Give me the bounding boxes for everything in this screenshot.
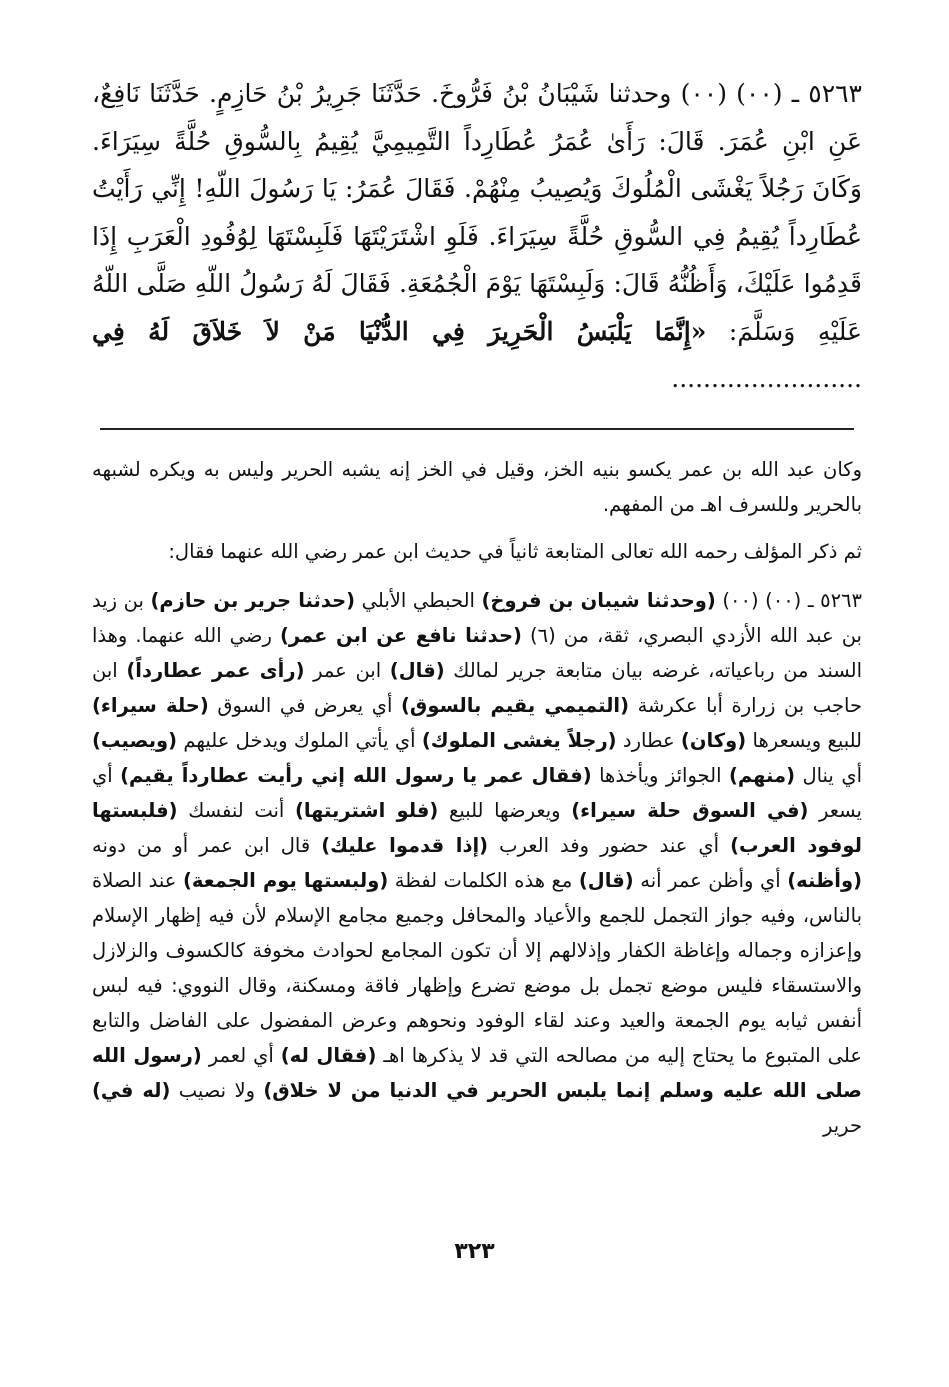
quoted-matn: (قال) — [578, 868, 634, 892]
commentary-text: أنت لنفسك — [177, 798, 295, 822]
commentary-text: ابن حاجب بن زرارة أبا عكرشة — [92, 658, 862, 717]
quoted-matn: (إذا قدموا عليك) — [321, 833, 489, 857]
commentary-paragraph-2: ثم ذكر المؤلف رحمه الله تعالى المتابعة ثانياً في حديث ابن عمر رضي الله عنهما فقال: — [168, 539, 862, 563]
commentary-text: أي عند حضور وفد العرب — [488, 833, 731, 857]
quoted-matn: (حدثنا جرير بن حازم) — [150, 588, 356, 612]
commentary-text: ابن عمر — [304, 658, 390, 682]
commentary-text: رضي الله عنهما. وهذا السند من رباعياته، غرضه بيان متابعة جرير لمالك — [92, 623, 863, 682]
quoted-matn: (ولبستها يوم الجمعة) — [182, 868, 389, 892]
commentary-text: أي يسعر — [92, 763, 862, 822]
hadith-prophet-saying: «إِنَّمَا يَلْبَسُ الْحَرِيرَ فِي الدُّنْيَا مَنْ لاَ خَلاَقَ لَهُ فِي — [92, 316, 707, 346]
commentary-text: أي لعمر — [201, 1043, 281, 1067]
quoted-matn: (منهم) — [728, 763, 795, 787]
commentary-text: عند الصلاة بالناس، وفيه جواز التجمل للجمع والأعياد والمحافل وجميع مجامع الإسلام لأن فيه إظهار الإسلام وإعزازه وجماله وإغاظة الكفار وإذلالهم إلا أن تكون المجامع لحوادث مخوفة كالكسوف والزلازل والاستسقاء فليس موضع تجمل بل موضع تضرع وإظهار فاقة ومسكنة، وقال النووي: فيه لبس أنفس ثيابه يوم الجمعة والعيد وعند لقاء الوفود ونحوهم وعرض المفضول على الفاضل والتابع على المتبوع ما يحتاج إليه من مصالحه التي قد لا يذكرها اهـ — [92, 868, 862, 1067]
quoted-matn: (حدثنا نافع عن ابن عمر) — [279, 623, 522, 647]
commentary-text: للبيع ويسعرها — [746, 728, 863, 752]
quoted-matn: (فلو اشتريتها) — [294, 798, 439, 822]
quoted-matn: (فلبستها لوفود العرب) — [92, 798, 862, 857]
commentary-text: عطارد — [616, 728, 681, 752]
commentary-text: الجوائز ويأخذها — [591, 763, 729, 787]
commentary-text: ويعرضها للبيع — [438, 798, 572, 822]
quoted-matn: (ويصيب) — [92, 728, 178, 752]
quoted-matn: (رجلاً يغشى الملوك) — [421, 728, 617, 752]
commentary-text: حرير — [823, 1113, 862, 1137]
commentary-text: قال ابن عمر أو من دونه — [92, 833, 322, 857]
quoted-matn: (له في) — [92, 1078, 171, 1102]
quoted-matn: (وكان) — [680, 728, 747, 752]
commentary-text: أي يعرض في السوق — [208, 693, 401, 717]
commentary-text: ولا نصيب — [170, 1078, 264, 1102]
commentary-paragraph-1: وكان عبد الله بن عمر يكسو بنيه الخز، وقيل في الخز إنه يشبه الحرير وليس به ويكره لشبهه بالحرير وللسرف اهـ من المفهم. — [92, 457, 862, 516]
quoted-matn: (فقال له) — [280, 1043, 377, 1067]
commentary-text: أي ينال — [794, 763, 862, 787]
quoted-matn: (حلة سيراء) — [92, 693, 209, 717]
commentary-text: ٥٢٦٣ ـ (٠٠) (٠٠) — [715, 588, 863, 612]
hadith-text — [92, 70, 862, 403]
hadith-body: ٥٢٦٣ ـ (٠٠) (٠٠) وحدثنا شَيْبَانُ بْنُ فَرُّوخَ. حَدَّثَنَا جَرِيرُ بْنُ حَازِمٍ. حَدَّثَنَا نَافِعٌ، عَنِ ابْنِ عُمَرَ. قَالَ: رَأَىٰ عُمَرُ عُطَارِداً التَّمِيمِيَّ يُقِيمُ بِالسُّوقِ حُلَّةً سِيَرَاءَ. وَكَانَ رَجُلاً يَغْشَى الْمُلُوكَ وَيُصِيبُ مِنْهُمْ. فَقَالَ عُمَرُ: يَا رَسُولَ اللّهِ! إِنِّي رَأَيْتُ عُطَارِداً يُقِيمُ فِي السُّوقِ حُلَّةً سِيَرَاءَ. فَلَوِ اشْتَرَيْتَهَا فَلَبِسْتَهَا لِوُفُودِ الْعَرَبِ إِذَا قَدِمُوا عَلَيْكَ، وَأَظُنُّهُ قَالَ: وَلَبِسْتَهَا يَوْمَ الْجُمُعَةِ. فَقَالَ لَهُ رَسُولُ اللّهِ صَلَّى اللّهُ عَلَيْهِ وَسَلَّمَ: — [92, 79, 862, 346]
quoted-matn: (فقال عمر يا رسول الله إني رأيت عطارداً يقيم) — [120, 763, 592, 787]
quoted-matn: (التميمي يقيم بالسوق) — [401, 693, 630, 717]
commentary-text: الحبطي الأبلي — [355, 588, 482, 612]
quoted-matn: (وحدثنا شيبان بن فروخ) — [481, 588, 716, 612]
quoted-matn: (قال) — [389, 658, 445, 682]
continuation-dots: ........................ — [671, 364, 862, 393]
quoted-matn: (في السوق حلة سيراء) — [571, 798, 809, 822]
quoted-matn: (وأظنه) — [787, 868, 863, 892]
commentary-text: مع هذه الكلمات لفظة — [388, 868, 579, 892]
commentary-text: أي وأظن عمر أنه — [633, 868, 788, 892]
page-number: ٣٢٣ — [454, 1239, 495, 1264]
footnote-divider — [100, 428, 854, 430]
commentary-text: أي يأتي الملوك ويدخل عليهم — [177, 728, 422, 752]
quoted-matn: (رسول الله صلى الله عليه وسلم إنما يلبس الحرير في الدنيا من لا خلاق) — [92, 1043, 863, 1102]
commentary-text: بن زيد بن عبد الله الأزدي البصري، ثقة، من (٦) — [92, 588, 862, 647]
commentary-paragraph-3 — [92, 583, 862, 1143]
book-page — [92, 70, 862, 1330]
quoted-matn: (رأى عمر عطارداً) — [126, 658, 305, 682]
